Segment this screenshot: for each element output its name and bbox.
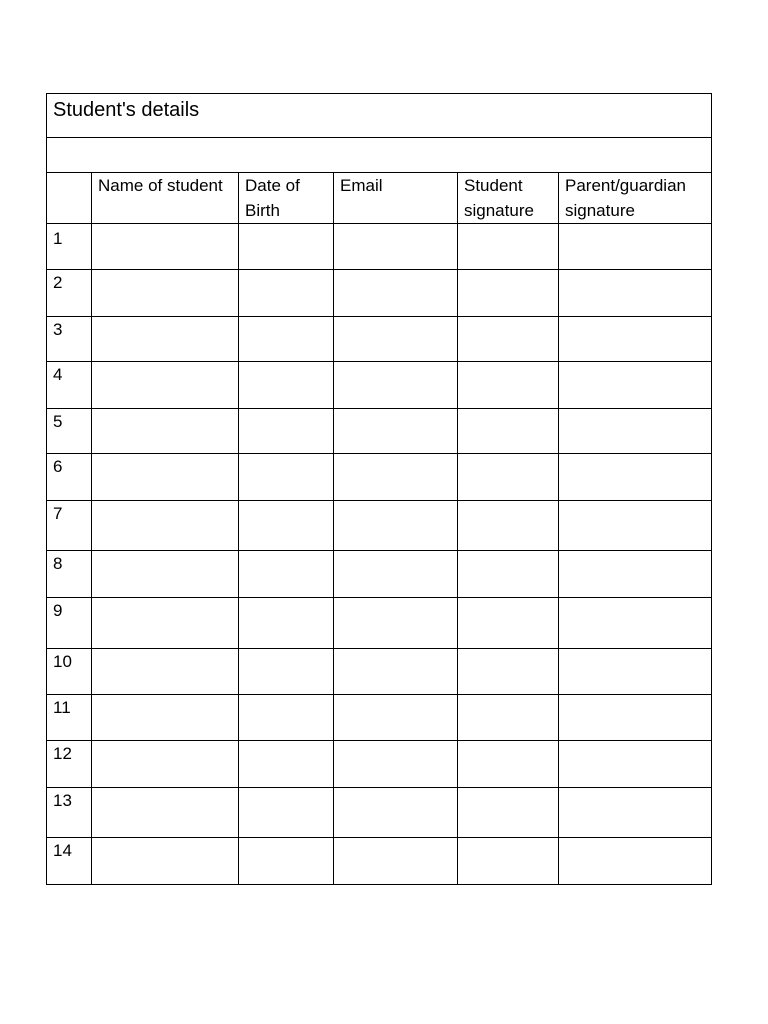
table-row: [47, 362, 712, 409]
column-header-dob: Date of Birth: [239, 173, 334, 224]
name-cell[interactable]: [92, 649, 239, 695]
table-row: [47, 551, 712, 598]
email-cell[interactable]: [334, 454, 458, 501]
parent-signature-cell[interactable]: [559, 362, 712, 409]
row-number: 3: [47, 317, 92, 362]
parent-signature-cell[interactable]: [559, 409, 712, 454]
student-signature-cell[interactable]: [458, 838, 559, 885]
name-cell[interactable]: [92, 838, 239, 885]
parent-signature-cell[interactable]: [559, 741, 712, 788]
name-cell[interactable]: [92, 695, 239, 741]
name-cell[interactable]: [92, 454, 239, 501]
blank-field[interactable]: [47, 138, 712, 173]
row-number: 14: [47, 838, 92, 885]
row-number: 13: [47, 788, 92, 838]
row-number: 2: [47, 270, 92, 317]
row-number: 7: [47, 501, 92, 551]
email-cell[interactable]: [334, 270, 458, 317]
email-cell[interactable]: [334, 838, 458, 885]
row-number: 9: [47, 598, 92, 649]
student-signature-cell[interactable]: [458, 741, 559, 788]
student-signature-cell[interactable]: [458, 317, 559, 362]
email-cell[interactable]: [334, 649, 458, 695]
name-cell[interactable]: [92, 317, 239, 362]
dob-cell[interactable]: [239, 362, 334, 409]
email-cell[interactable]: [334, 741, 458, 788]
parent-signature-cell[interactable]: [559, 454, 712, 501]
parent-signature-cell[interactable]: [559, 788, 712, 838]
column-header-parent-signature: Parent/guardian signature: [559, 173, 712, 224]
row-number: 12: [47, 741, 92, 788]
name-cell[interactable]: [92, 788, 239, 838]
name-cell[interactable]: [92, 409, 239, 454]
dob-cell[interactable]: [239, 649, 334, 695]
row-number: 5: [47, 409, 92, 454]
parent-signature-cell[interactable]: [559, 317, 712, 362]
name-cell[interactable]: [92, 270, 239, 317]
email-cell[interactable]: [334, 598, 458, 649]
student-signature-cell[interactable]: [458, 501, 559, 551]
table-row: [47, 649, 712, 695]
email-cell[interactable]: [334, 317, 458, 362]
email-cell[interactable]: [334, 224, 458, 270]
title-row: [47, 94, 712, 138]
row-number: 10: [47, 649, 92, 695]
column-header-student-signature: Student signature: [458, 173, 559, 224]
dob-cell[interactable]: [239, 788, 334, 838]
table-row: [47, 838, 712, 885]
dob-cell[interactable]: [239, 838, 334, 885]
student-signature-cell[interactable]: [458, 695, 559, 741]
dob-cell[interactable]: [239, 317, 334, 362]
student-signature-cell[interactable]: [458, 551, 559, 598]
parent-signature-cell[interactable]: [559, 838, 712, 885]
dob-cell[interactable]: [239, 598, 334, 649]
email-cell[interactable]: [334, 551, 458, 598]
student-signature-cell[interactable]: [458, 649, 559, 695]
student-signature-cell[interactable]: [458, 224, 559, 270]
table-row: [47, 409, 712, 454]
student-signature-cell[interactable]: [458, 598, 559, 649]
table-row: [47, 317, 712, 362]
email-cell[interactable]: [334, 501, 458, 551]
form-title: Student's details: [47, 94, 712, 138]
table-row: [47, 270, 712, 317]
table-row: [47, 224, 712, 270]
dob-cell[interactable]: [239, 501, 334, 551]
email-cell[interactable]: [334, 362, 458, 409]
student-signature-cell[interactable]: [458, 362, 559, 409]
student-signature-cell[interactable]: [458, 270, 559, 317]
row-number: 1: [47, 224, 92, 270]
table-row: [47, 788, 712, 838]
table-row: [47, 598, 712, 649]
table-row: [47, 454, 712, 501]
name-cell[interactable]: [92, 501, 239, 551]
column-header-email: Email: [334, 173, 458, 224]
header-row: [47, 173, 712, 224]
spacer-row: [47, 138, 712, 173]
row-number: 8: [47, 551, 92, 598]
dob-cell[interactable]: [239, 454, 334, 501]
dob-cell[interactable]: [239, 741, 334, 788]
table-row: [47, 741, 712, 788]
row-number: 4: [47, 362, 92, 409]
parent-signature-cell[interactable]: [559, 551, 712, 598]
student-signature-cell[interactable]: [458, 454, 559, 501]
row-number: 6: [47, 454, 92, 501]
name-cell[interactable]: [92, 551, 239, 598]
dob-cell[interactable]: [239, 409, 334, 454]
student-signature-cell[interactable]: [458, 788, 559, 838]
student-details-table: [46, 93, 712, 885]
table-row: [47, 501, 712, 551]
row-number: 11: [47, 695, 92, 741]
parent-signature-cell[interactable]: [559, 598, 712, 649]
parent-signature-cell[interactable]: [559, 695, 712, 741]
name-cell[interactable]: [92, 598, 239, 649]
dob-cell[interactable]: [239, 270, 334, 317]
parent-signature-cell[interactable]: [559, 501, 712, 551]
dob-cell[interactable]: [239, 224, 334, 270]
name-cell[interactable]: [92, 224, 239, 270]
column-header-name: Name of student: [92, 173, 239, 224]
row-number-header: [47, 173, 92, 224]
name-cell[interactable]: [92, 741, 239, 788]
dob-cell[interactable]: [239, 695, 334, 741]
table-row: [47, 695, 712, 741]
student-signature-cell[interactable]: [458, 409, 559, 454]
dob-cell[interactable]: [239, 551, 334, 598]
email-cell[interactable]: [334, 409, 458, 454]
email-cell[interactable]: [334, 788, 458, 838]
parent-signature-cell[interactable]: [559, 649, 712, 695]
parent-signature-cell[interactable]: [559, 224, 712, 270]
email-cell[interactable]: [334, 695, 458, 741]
parent-signature-cell[interactable]: [559, 270, 712, 317]
name-cell[interactable]: [92, 362, 239, 409]
